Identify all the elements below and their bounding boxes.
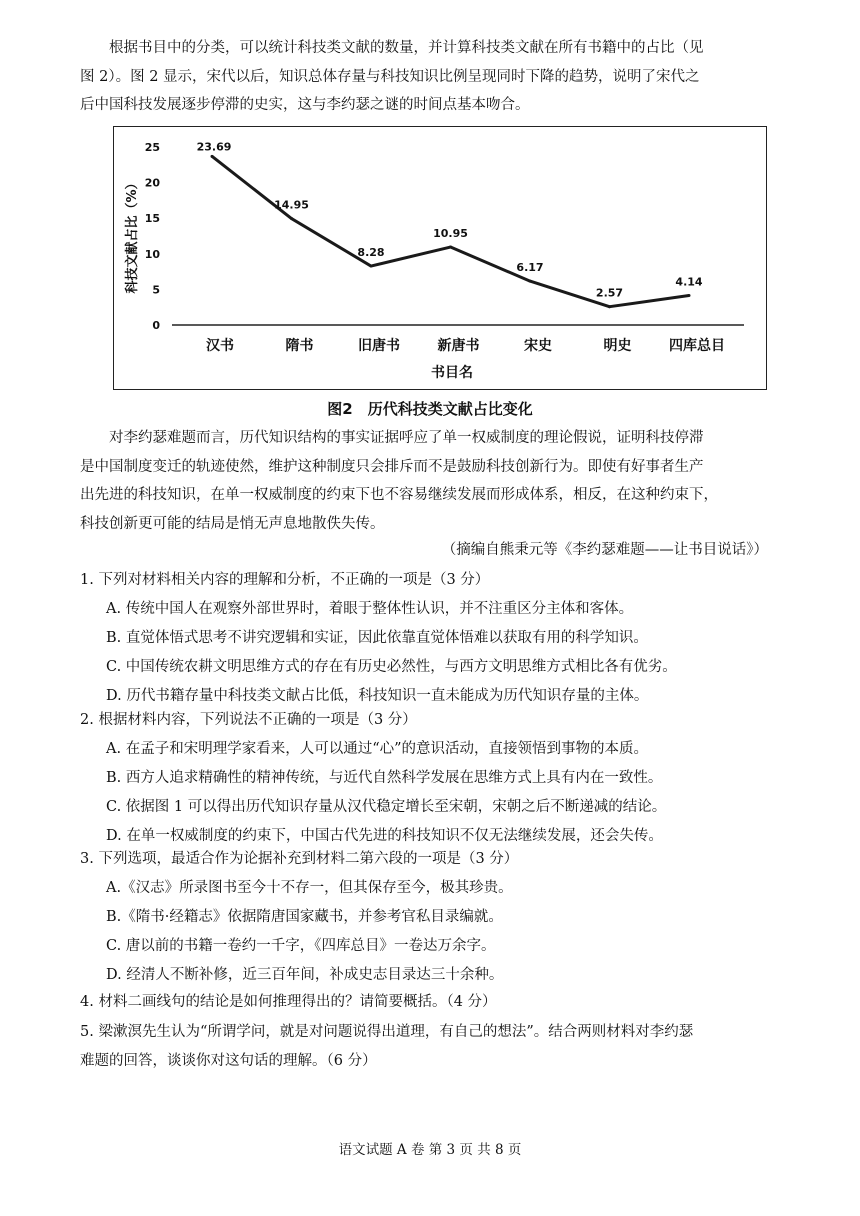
option-d: D. 历代书籍存量中科技类文献占比低，科技知识一直未能成为历代知识存量的主体。 bbox=[106, 687, 649, 704]
conclusion-line: 对李约瑟难题而言，历代知识结构的事实证据呼应了单一权威制度的理论假说，证明科技停滞 bbox=[109, 430, 704, 446]
option-b: B.《隋书·经籍志》依据隋唐国家藏书，并参考官私目录编就。 bbox=[106, 908, 503, 925]
option-a: A. 传统中国人在观察外部世界时，着眼于整体性认识，并不注重区分主体和客体。 bbox=[106, 600, 634, 617]
question-5 bbox=[80, 1018, 785, 1075]
data-point bbox=[688, 294, 691, 297]
x-tick-label: 新唐书 bbox=[437, 338, 480, 354]
conclusion-line: 是中国制度变迁的轨迹使然，维护这种制度只会排斥而不是鼓励科技创新行为。即使有好事者生产 bbox=[80, 458, 704, 475]
question-stem: 2. 根据材料内容，下列说法不正确的一项是（3 分） bbox=[80, 712, 417, 728]
intro-line: 图 2）。图 2 显示，宋代以后，知识总体存量与科技知识比例呈现同时下降的趋势，说明了宋代之 bbox=[80, 68, 700, 85]
x-tick-label: 明史 bbox=[603, 338, 632, 354]
question-stem: 4. 材料二画线句的结论是如何推理得出的？请简要概括。（4 分） bbox=[80, 994, 497, 1010]
intro-line: 后中国科技发展逐步停滞的史实，这与李约瑟之谜的时间点基本吻合。 bbox=[80, 97, 530, 113]
question-1 bbox=[80, 566, 785, 711]
question-stem: 3. 下列选项，最适合作为论据补充到材料二第六段的一项是（3 分） bbox=[80, 851, 519, 867]
source-citation: （摘编自熊秉元等《李约瑟难题——让书目说话》） bbox=[441, 542, 768, 558]
option-a: A. 在孟子和宋明理学家看来，人可以通过“心”的意识活动，直接领悟到事物的本质。 bbox=[106, 740, 649, 757]
option-c: C. 中国传统农耕文明思维方式的存在有历史必然性，与西方文明思维方式相比各有优劣。 bbox=[106, 658, 677, 675]
y-tick-label: 5 bbox=[152, 283, 160, 297]
y-tick-label: 10 bbox=[144, 247, 160, 261]
data-label: 2.57 bbox=[595, 286, 624, 300]
page-footer: 语文试题 A 卷 第 3 页 共 8 页 bbox=[338, 1142, 522, 1158]
data-point bbox=[211, 155, 214, 158]
x-tick-label: 旧唐书 bbox=[358, 338, 400, 354]
option-d: D. 经清人不断补修，近三百年间，补成史志目录达三十余种。 bbox=[106, 966, 504, 983]
question-stem-continued: 难题的回答，谈谈你对这句话的理解。（6 分） bbox=[80, 1052, 377, 1069]
y-tick-label: 20 bbox=[144, 176, 160, 190]
data-point bbox=[449, 246, 452, 249]
data-label: 14.95 bbox=[274, 198, 309, 212]
question-2 bbox=[80, 706, 785, 851]
y-axis-label: 科技文献占比（%） bbox=[125, 176, 140, 294]
option-b: B. 直觉体悟式思考不讲究逻辑和实证，因此依靠直觉体悟难以获取有用的科学知识。 bbox=[106, 629, 648, 646]
x-tick-label: 隋书 bbox=[285, 338, 314, 354]
data-point bbox=[608, 305, 611, 308]
x-tick-label: 四库总目 bbox=[669, 338, 725, 354]
option-c: C. 依据图 1 可以得出历代知识存量从汉代稳定增长至宋朝，宋朝之后不断递减的结论。 bbox=[106, 798, 667, 815]
option-d: D. 在单一权威制度的约束下，中国古代先进的科技知识不仅无法继续发展，还会失传。 bbox=[106, 827, 663, 844]
option-b: B. 西方人追求精确性的精神传统，与近代自然科学发展在思维方式上具有内在一致性。 bbox=[106, 769, 663, 786]
x-tick-label: 宋史 bbox=[524, 338, 552, 354]
y-tick-label: 15 bbox=[144, 212, 160, 226]
data-point bbox=[290, 217, 293, 220]
intro-line: 根据书目中的分类，可以统计科技类文献的数量，并计算科技类文献在所有书籍中的占比（见 bbox=[109, 40, 704, 56]
question-stem: 5. 梁漱溟先生认为“所谓学问，就是对问题说得出道理，有自己的想法”。结合两则材料对李约瑟 bbox=[80, 1024, 694, 1040]
question-4 bbox=[80, 988, 785, 1017]
figure-2-chart bbox=[113, 126, 767, 390]
conclusion-paragraph bbox=[80, 424, 780, 538]
y-tick-label: 25 bbox=[144, 141, 160, 154]
option-a: A.《汉志》所录图书至今十不存一，但其保存至今，极其珍贵。 bbox=[106, 879, 513, 896]
data-point bbox=[370, 265, 373, 268]
option-c: C. 唐以前的书籍一卷约一千字，《四库总目》一卷达万余字。 bbox=[106, 937, 496, 954]
line-chart bbox=[114, 127, 768, 391]
x-axis-label: 书目名 bbox=[431, 365, 473, 381]
data-label: 10.95 bbox=[433, 227, 468, 241]
data-label: 23.69 bbox=[196, 140, 232, 154]
intro-paragraph bbox=[80, 34, 780, 120]
data-label: 4.14 bbox=[675, 275, 703, 289]
question-stem: 1. 下列对材料相关内容的理解和分析，不正确的一项是（3 分） bbox=[80, 572, 490, 588]
question-3 bbox=[80, 845, 785, 990]
conclusion-line: 出先进的科技知识，在单一权威制度的约束下也不容易继续发展而形成体系，相反，在这种约束下， bbox=[80, 487, 718, 503]
data-label: 8.28 bbox=[357, 246, 385, 260]
x-tick-label: 汉书 bbox=[206, 338, 234, 354]
figure-caption: 图2 历代科技类文献占比变化 bbox=[327, 400, 533, 418]
data-point bbox=[529, 280, 532, 283]
conclusion-line: 科技创新更可能的结局是悄无声息地散佚失传。 bbox=[80, 515, 385, 532]
data-label: 6.17 bbox=[516, 261, 544, 275]
y-tick-label: 0 bbox=[152, 319, 160, 332]
